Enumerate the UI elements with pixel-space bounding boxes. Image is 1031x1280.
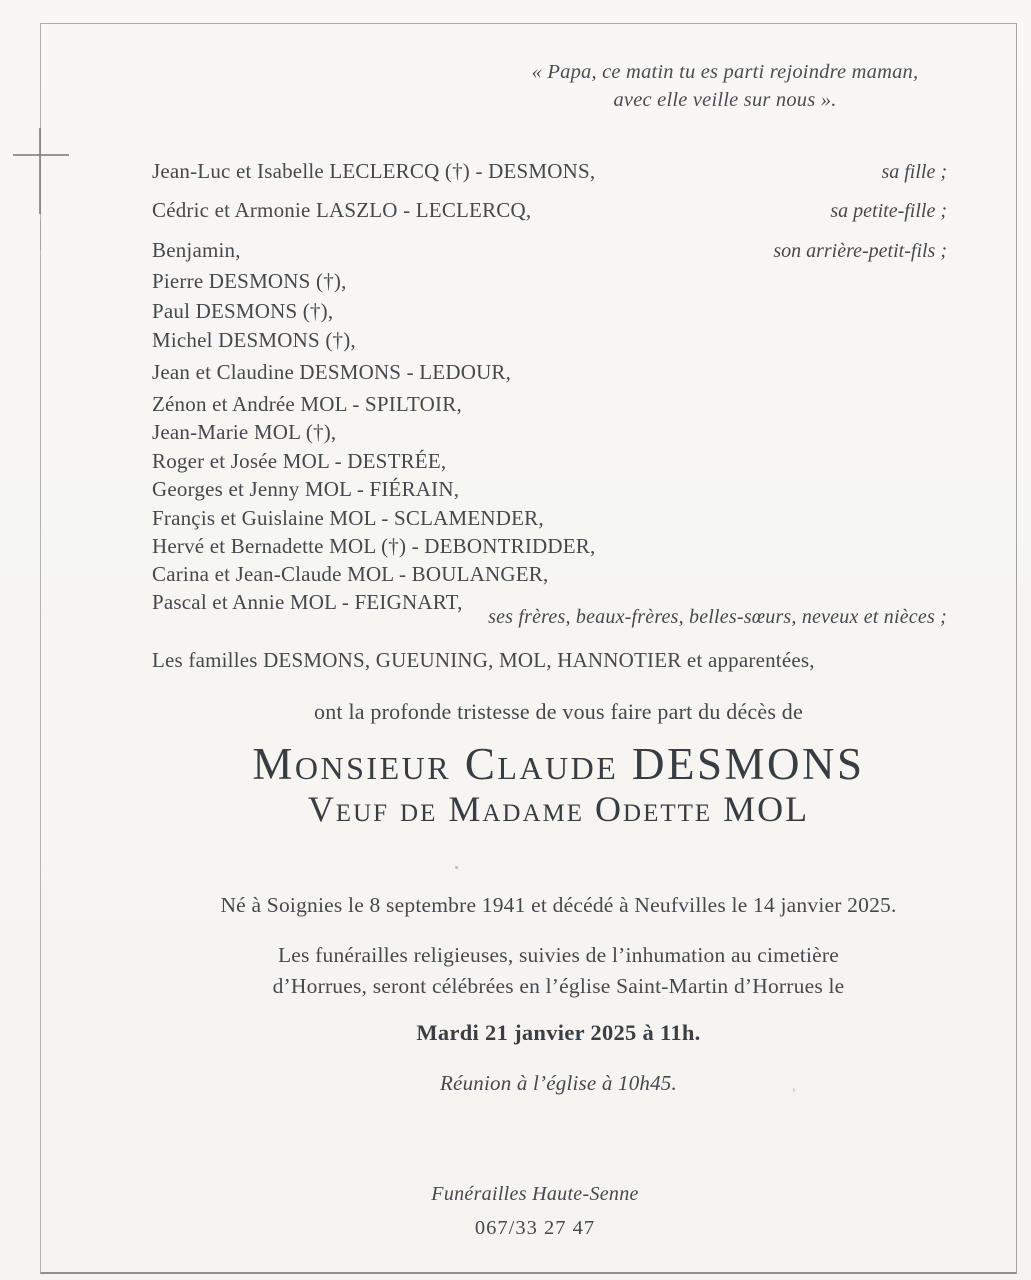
- relative-name: Françis et Guislaine MOL - SCLAMENDER,: [152, 506, 544, 530]
- relative-row: [152, 504, 965, 532]
- cross-icon-tail: [40, 220, 41, 250]
- quote-line-2: avec elle veille sur nous ».: [613, 89, 837, 111]
- relative-row: [152, 196, 965, 224]
- relative-row: [152, 297, 965, 325]
- relative-name: Pascal et Annie MOL - FEIGNART,: [152, 590, 463, 614]
- relative-name: Benjamin,: [152, 238, 241, 262]
- life-dates-line: Né à Soignies le 8 septembre 1941 et décédé à Neufvilles le 14 janvier 2025.: [220, 893, 897, 917]
- relatives-list: [152, 157, 965, 616]
- scan-speck: [793, 1088, 795, 1092]
- scan-speck: [455, 866, 458, 869]
- funeral-info-line-1: Les funérailles religieuses, suivies de l’inhumation au cimetière: [277, 943, 840, 967]
- relative-name: Cédric et Armonie LASZLO - LECLERCQ,: [152, 198, 532, 222]
- quote-line-1: « Papa, ce matin tu es parti rejoindre maman,: [531, 61, 919, 83]
- relative-name: Jean-Luc et Isabelle LECLERCQ (†) - DESMONS,: [152, 159, 596, 183]
- relative-row: [152, 236, 965, 264]
- relative-row: [152, 390, 965, 418]
- relative-relation: son arrière-petit-fils ;: [773, 240, 947, 262]
- deceased-subtitle: Veuf de Madame Odette MOL: [307, 789, 810, 829]
- funeral-home-name: Funérailles Haute-Senne: [431, 1183, 639, 1205]
- relative-relation: sa petite-fille ;: [830, 200, 947, 222]
- relative-row: [152, 532, 965, 560]
- relative-name: Paul DESMONS (†),: [152, 299, 334, 323]
- relative-row: [152, 157, 965, 185]
- relative-row: [152, 418, 965, 446]
- relative-name: Carina et Jean-Claude MOL - BOULANGER,: [152, 562, 549, 586]
- relative-name: Roger et Josée MOL - DESTRÉE,: [152, 449, 447, 473]
- deceased-name: Monsieur Claude DESMONS: [252, 739, 865, 789]
- relative-relation: sa fille ;: [881, 161, 947, 183]
- relative-name: Jean et Claudine DESMONS - LEDOUR,: [152, 360, 512, 384]
- relative-name: Zénon et Andrée MOL - SPILTOIR,: [152, 392, 462, 416]
- relative-name: Hervé et Bernadette MOL (†) - DEBONTRIDDER,: [152, 534, 596, 558]
- opening-quote: [495, 58, 955, 114]
- meeting-line: Réunion à l’église à 10h45.: [440, 1071, 677, 1095]
- funeral-info: [122, 940, 995, 1002]
- funeral-date-line: Mardi 21 janvier 2025 à 11h.: [416, 1020, 701, 1045]
- relative-name: Pierre DESMONS (†),: [152, 269, 347, 293]
- cross-icon: [13, 154, 69, 156]
- relatives-footer: ses frères, beaux-frères, belles-sœurs, neveux et nièces ;: [488, 606, 947, 628]
- funeral-info-line-2: d’Horrues, seront célébrées en l’église Saint-Martin d’Horrues le: [272, 974, 845, 998]
- relative-row: [152, 560, 965, 588]
- announcement-line: ont la profonde tristesse de vous faire part du décès de: [314, 699, 803, 724]
- relative-name: Georges et Jenny MOL - FIÉRAIN,: [152, 477, 460, 501]
- relative-row: [152, 475, 965, 503]
- relative-row: [152, 267, 965, 295]
- relative-name: Michel DESMONS (†),: [152, 328, 356, 352]
- cross-icon: [39, 128, 41, 214]
- funeral-home-phone: 067/33 27 47: [474, 1217, 596, 1239]
- relative-row: [152, 326, 965, 354]
- relative-name: Jean-Marie MOL (†),: [152, 420, 337, 444]
- families-line: Les familles DESMONS, GUEUNING, MOL, HANNOTIER et apparentées,: [152, 648, 815, 672]
- relative-row: [152, 358, 965, 386]
- relative-row: [152, 447, 965, 475]
